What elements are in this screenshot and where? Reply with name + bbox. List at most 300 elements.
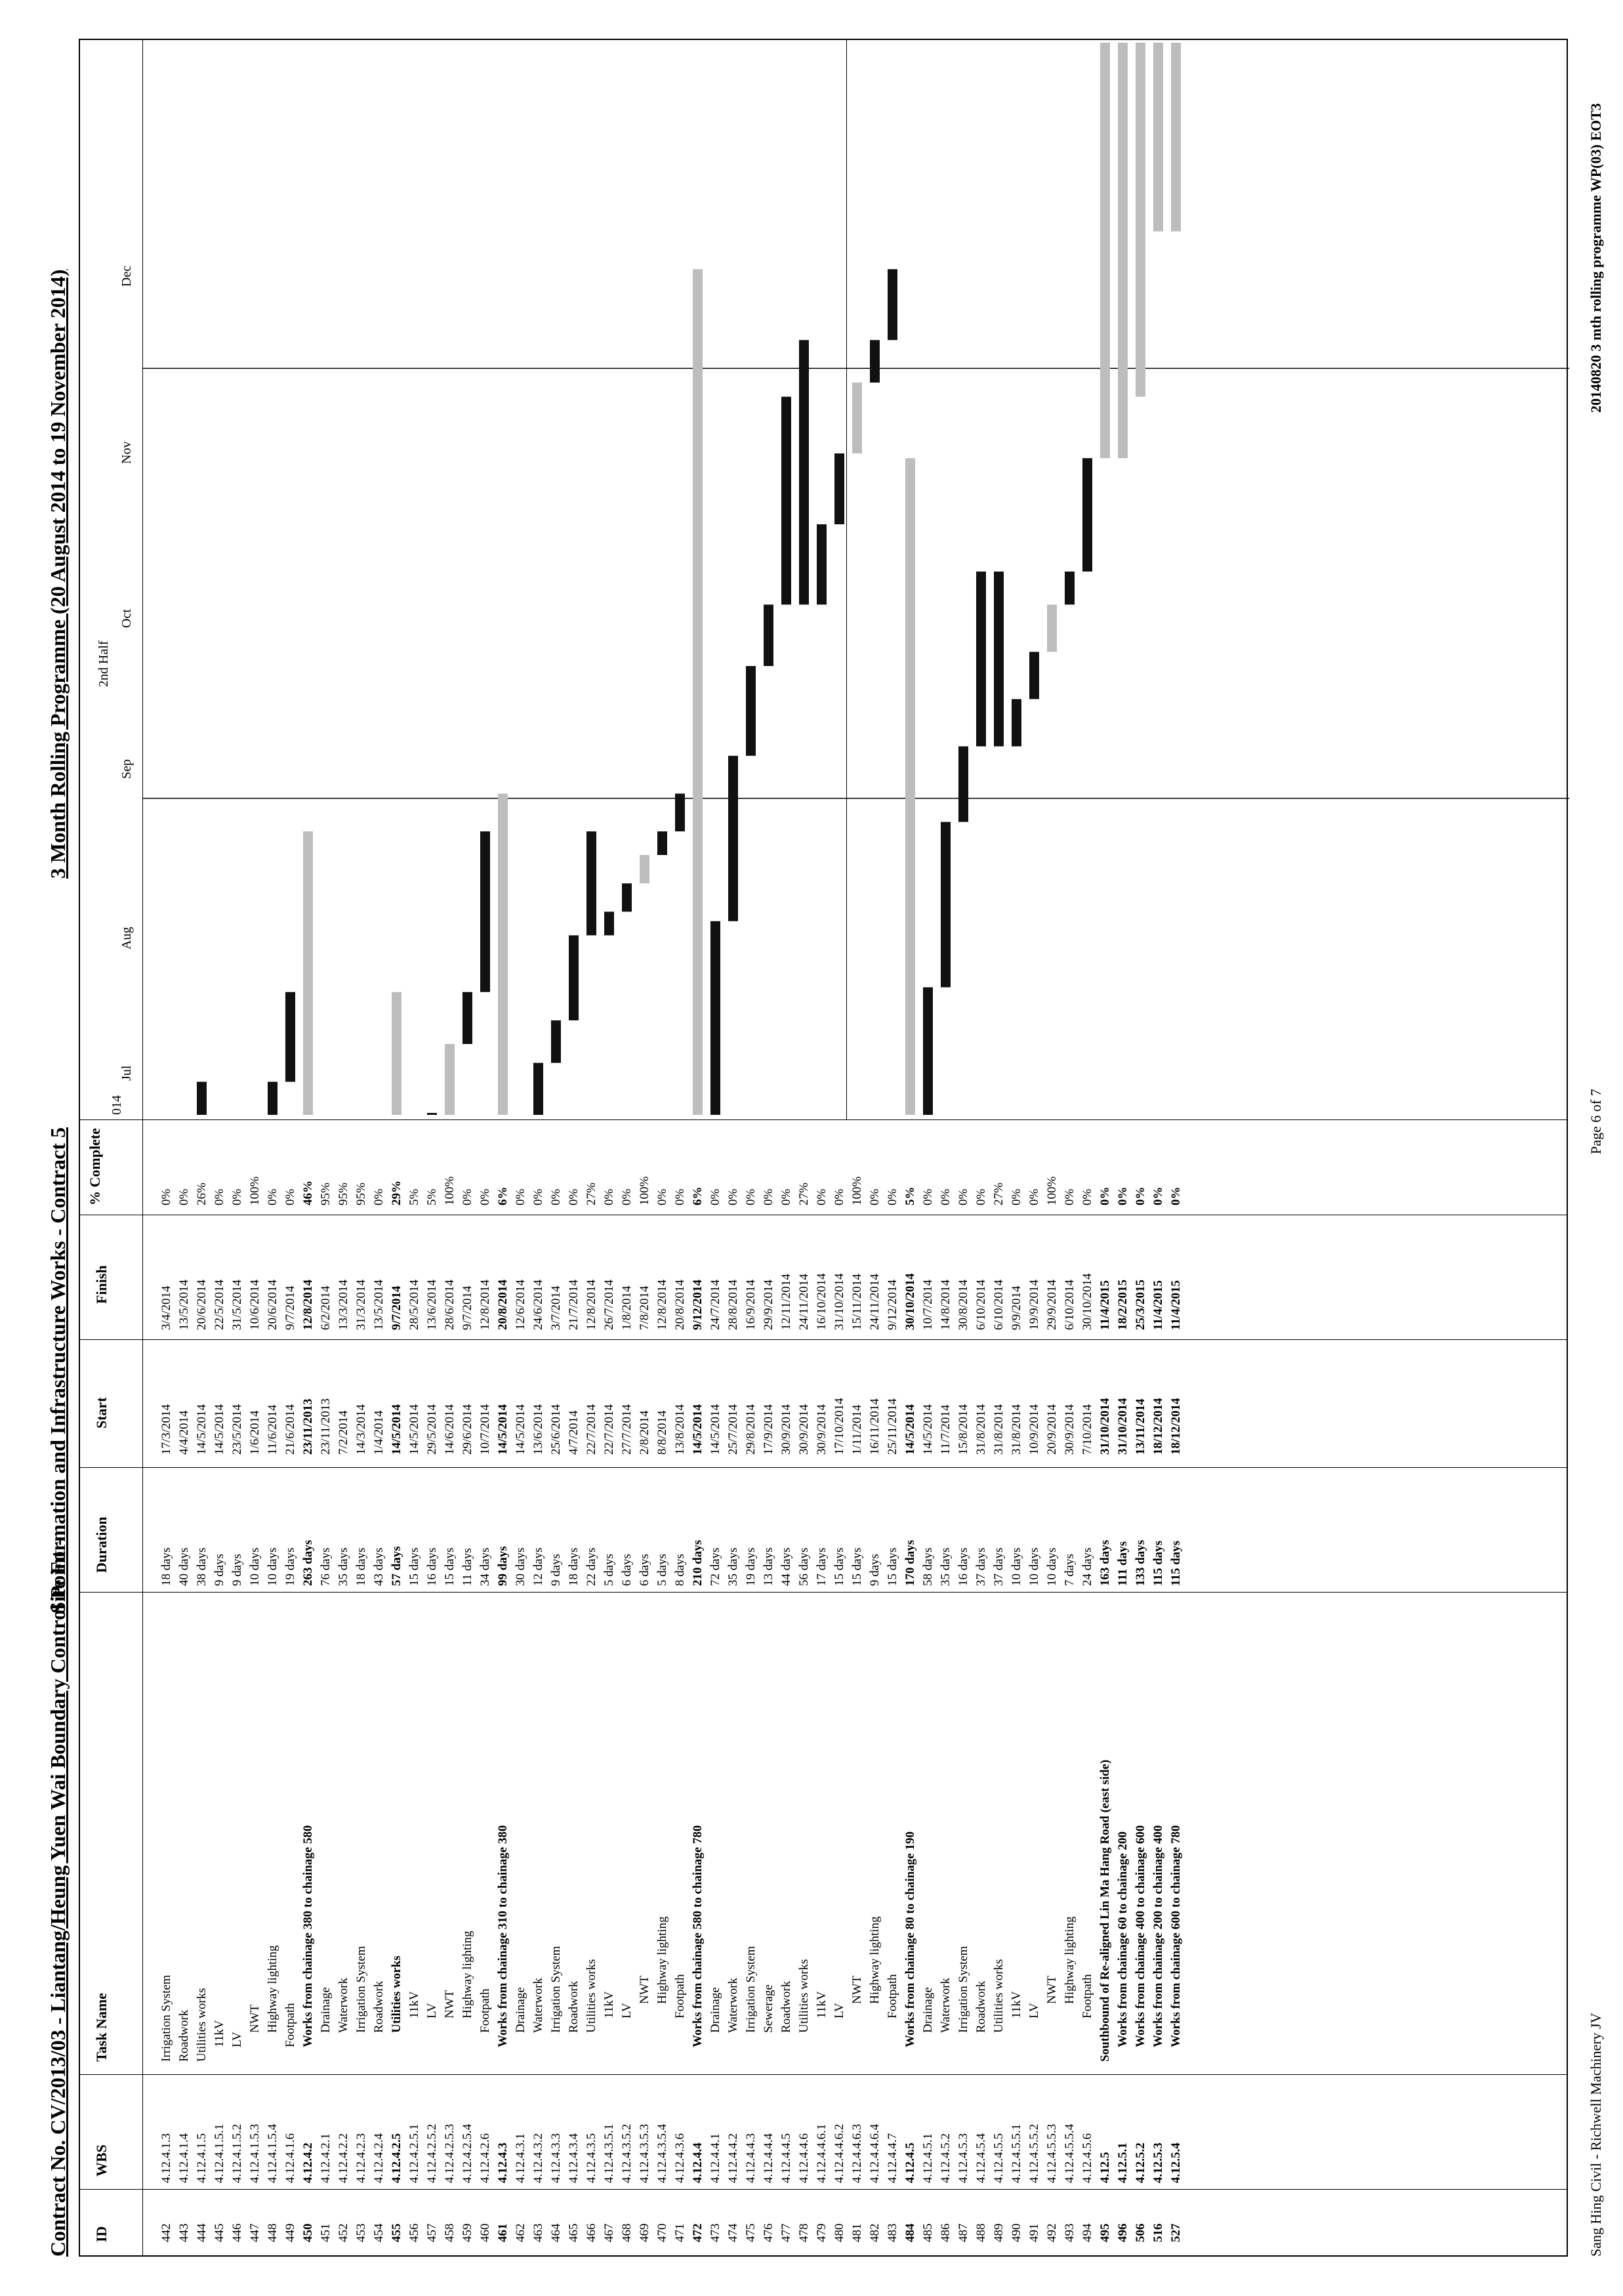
row-id: 449 [283, 2223, 297, 2242]
row-id: 455 [390, 2223, 403, 2242]
col-id: ID [93, 2226, 110, 2242]
row-duration: 35 days [726, 1547, 740, 1586]
row-finish: 12/8/2014 [301, 1279, 315, 1330]
row-duration: 12 days [531, 1547, 545, 1586]
row-duration: 133 days [1134, 1539, 1147, 1586]
row-wbs: 4.12.4.3.5.1 [602, 2123, 616, 2183]
row-wbs: 4.12.4.2.5.4 [461, 2123, 474, 2183]
table-frame [79, 39, 1568, 2257]
row-complete: 5% [903, 1186, 917, 1205]
row-start: 14/5/2014 [921, 1404, 935, 1455]
row-start: 11/7/2014 [939, 1404, 953, 1455]
row-duration: 210 days [691, 1539, 705, 1586]
row-finish: 14/8/2014 [939, 1279, 953, 1330]
row-wbs: 4.12.4.1.5.1 [213, 2123, 226, 2183]
row-task-name: Highway lighting [1063, 1916, 1077, 2004]
row-start: 21/6/2014 [283, 1404, 297, 1455]
row-id: 488 [974, 2223, 988, 2242]
row-wbs: 4.12.5.4 [1169, 2142, 1183, 2183]
row-complete: 0% [886, 1188, 899, 1205]
row-complete: 100% [638, 1176, 651, 1205]
row-start: 31/8/2014 [974, 1404, 988, 1455]
row-task-name: Footpath [478, 1988, 492, 2033]
gantt-bar [1012, 699, 1021, 746]
row-start: 14/5/2014 [691, 1404, 705, 1455]
gantt-bar [1171, 43, 1181, 232]
row-wbs: 4.12.4.4.6.4 [868, 2123, 882, 2183]
row-id: 495 [1098, 2223, 1112, 2242]
row-duration: 10 days [1010, 1547, 1023, 1586]
row-duration: 13 days [762, 1547, 775, 1586]
row-complete: 26% [195, 1182, 209, 1205]
row-task-name: Utilities works [797, 1959, 811, 2033]
row-id: 446 [230, 2223, 244, 2242]
row-wbs: 4.12.4.2.6 [478, 2133, 492, 2183]
row-task-name: Utilities works [992, 1959, 1006, 2033]
row-duration: 10 days [1045, 1547, 1059, 1586]
row-complete: 100% [1045, 1176, 1059, 1205]
row-duration: 6 days [620, 1553, 634, 1586]
row-duration: 35 days [939, 1547, 953, 1586]
row-complete: 5% [425, 1188, 439, 1205]
row-start: 14/6/2014 [443, 1404, 457, 1455]
row-complete: 0% [177, 1188, 191, 1205]
row-complete: 46% [301, 1180, 315, 1205]
row-complete: 0% [159, 1188, 173, 1205]
row-duration: 58 days [921, 1547, 935, 1586]
row-start: 31/8/2014 [992, 1404, 1006, 1455]
row-finish: 13/6/2014 [425, 1279, 439, 1330]
row-finish: 1/8/2014 [620, 1285, 634, 1330]
row-start: 14/3/2014 [354, 1404, 368, 1455]
gantt-bar [392, 992, 401, 1115]
row-finish: 11/4/2015 [1098, 1280, 1112, 1330]
row-start: 10/9/2014 [1027, 1404, 1041, 1455]
row-finish: 26/7/2014 [602, 1279, 616, 1330]
row-wbs: 4.12.5 [1098, 2152, 1112, 2183]
row-duration: 44 days [779, 1547, 793, 1586]
row-wbs: 4.12.4.3.5 [585, 2133, 598, 2183]
gantt-bar [710, 921, 720, 1115]
row-start: 31/8/2014 [1010, 1404, 1023, 1455]
row-start: 25/11/2014 [886, 1398, 899, 1455]
row-complete: 100% [850, 1176, 864, 1205]
row-task-name: Roadwork [974, 1980, 988, 2033]
row-wbs: 4.12.4.5.6 [1080, 2133, 1094, 2183]
row-finish: 6/10/2014 [992, 1279, 1006, 1330]
row-wbs: 4.12.4.4.2 [726, 2133, 740, 2183]
row-id: 494 [1080, 2223, 1094, 2242]
timescale-month: Oct [119, 609, 134, 628]
row-finish: 25/3/2015 [1134, 1279, 1147, 1330]
row-task-name: Drainage [514, 1987, 527, 2033]
row-complete: 100% [248, 1176, 262, 1205]
row-id: 471 [673, 2223, 687, 2242]
row-task-name: LV [832, 2003, 846, 2018]
timescale-half: 2nd Half [96, 640, 111, 687]
row-id: 492 [1045, 2223, 1059, 2242]
row-task-name: Southbound of Re-aligned Lin Ma Hang Road (east side) [1098, 1759, 1112, 2062]
row-id: 496 [1116, 2223, 1130, 2242]
row-task-name: LV [620, 2003, 634, 2018]
row-complete: 0% [478, 1188, 492, 1205]
footer-file: 20140820 3 mth rolling programme WP(03) EOT3 [1588, 103, 1604, 413]
gantt-bar [1100, 43, 1110, 458]
row-duration: 35 days [337, 1547, 350, 1586]
row-complete: 0% [461, 1188, 474, 1205]
row-complete: 0% [939, 1188, 953, 1205]
row-task-name: Roadwork [177, 2009, 191, 2062]
row-task-name: Works from chainage 310 to chainage 380 [496, 1825, 510, 2047]
row-finish: 9/12/2014 [886, 1279, 899, 1330]
row-start: 30/9/2014 [815, 1404, 829, 1455]
row-task-name: Highway lighting [655, 1916, 669, 2004]
row-id: 451 [319, 2223, 333, 2242]
row-wbs: 4.12.4.4.3 [744, 2133, 758, 2183]
gantt-bar [569, 935, 579, 1020]
row-wbs: 4.12.4.3.5.3 [638, 2123, 651, 2183]
row-task-name: Roadwork [779, 1980, 793, 2033]
col-start: Start [93, 1397, 110, 1429]
gantt-bar [657, 831, 667, 855]
row-task-name: LV [1027, 2003, 1041, 2018]
row-id: 474 [726, 2223, 740, 2242]
row-finish: 12/8/2014 [585, 1279, 598, 1330]
gantt-bar [1118, 43, 1128, 458]
row-finish: 3/4/2014 [159, 1285, 173, 1330]
row-id: 477 [779, 2223, 793, 2242]
gantt-bar [675, 793, 685, 831]
row-finish: 12/8/2014 [655, 1279, 669, 1330]
gantt-bar [268, 1082, 277, 1115]
row-task-name: Highway lighting [868, 1916, 882, 2004]
col-complete: % Complete [87, 1128, 103, 1205]
row-wbs: 4.12.5.1 [1116, 2142, 1130, 2183]
row-id: 472 [691, 2223, 705, 2242]
row-finish: 3/7/2014 [549, 1285, 563, 1330]
row-start: 17/3/2014 [159, 1404, 173, 1455]
row-start: 23/5/2014 [230, 1404, 244, 1455]
row-task-name: Works from chainage 380 to chainage 580 [301, 1825, 315, 2047]
row-wbs: 4.12.4.4.5 [779, 2133, 793, 2183]
row-wbs: 4.12.4.5 [903, 2142, 917, 2183]
row-wbs: 4.12.4.1.4 [177, 2133, 191, 2183]
row-duration: 8 days [673, 1553, 687, 1586]
row-id: 490 [1010, 2223, 1023, 2242]
row-complete: 0% [549, 1188, 563, 1205]
row-duration: 10 days [266, 1547, 279, 1586]
row-task-name: NWT [1045, 1975, 1059, 2004]
row-duration: 18 days [354, 1547, 368, 1586]
gantt-bar [1065, 572, 1075, 604]
row-complete: 95% [354, 1182, 368, 1205]
row-id: 489 [992, 2223, 1006, 2242]
row-complete: 0% [230, 1188, 244, 1205]
row-wbs: 4.12.4.3.6 [673, 2133, 687, 2183]
row-start: 22/7/2014 [602, 1404, 616, 1455]
row-id: 467 [602, 2223, 616, 2242]
row-complete: 0% [1151, 1186, 1165, 1205]
row-wbs: 4.12.4.4.6 [797, 2133, 811, 2183]
gantt-bar [197, 1082, 207, 1115]
row-wbs: 4.12.4.1.3 [159, 2133, 173, 2183]
row-task-name: Utilities works [585, 1959, 598, 2033]
row-finish: 13/5/2014 [177, 1279, 191, 1330]
row-task-name: Drainage [709, 1987, 722, 2033]
row-complete: 0% [531, 1188, 545, 1205]
row-finish: 9/7/2014 [461, 1285, 474, 1330]
row-duration: 56 days [797, 1547, 811, 1586]
row-wbs: 4.12.4.4 [691, 2142, 705, 2183]
row-complete: 100% [443, 1176, 457, 1205]
row-complete: 0% [1169, 1186, 1183, 1205]
row-start: 13/8/2014 [673, 1404, 687, 1455]
row-finish: 9/7/2014 [283, 1285, 297, 1330]
row-id: 506 [1134, 2223, 1147, 2242]
row-finish: 13/5/2014 [372, 1279, 386, 1330]
row-complete: 0% [832, 1188, 846, 1205]
row-complete: 29% [390, 1180, 403, 1205]
gantt-bar [427, 1113, 437, 1115]
row-duration: 115 days [1151, 1540, 1165, 1586]
row-complete: 0% [868, 1188, 882, 1205]
row-finish: 6/10/2014 [1063, 1279, 1077, 1330]
gantt-bar [888, 269, 897, 340]
row-wbs: 4.12.4.2.5.2 [425, 2123, 439, 2183]
row-duration: 99 days [496, 1546, 510, 1586]
row-start: 29/6/2014 [461, 1404, 474, 1455]
row-id: 462 [514, 2223, 527, 2242]
gantt-bar [834, 453, 844, 524]
row-id: 458 [443, 2223, 457, 2242]
row-duration: 163 days [1098, 1539, 1112, 1586]
gantt-bar [1047, 604, 1057, 652]
gantt-bar [941, 822, 951, 988]
row-id: 482 [868, 2223, 882, 2242]
row-duration: 5 days [602, 1553, 616, 1586]
row-complete: 6% [496, 1186, 510, 1205]
row-duration: 34 days [478, 1547, 492, 1586]
row-wbs: 4.12.4.2.2 [337, 2133, 350, 2183]
row-wbs: 4.12.4.5.4 [974, 2133, 988, 2183]
row-start: 25/7/2014 [726, 1404, 740, 1455]
row-wbs: 4.12.4.3.5.2 [620, 2123, 634, 2183]
row-start: 1/6/2014 [248, 1410, 262, 1455]
gantt-bar [746, 666, 756, 756]
timescale-month: Aug [119, 927, 134, 950]
row-start: 31/10/2014 [1116, 1398, 1130, 1455]
row-wbs: 4.12.4.1.5 [195, 2133, 209, 2183]
row-start: 14/5/2014 [195, 1404, 209, 1455]
gantt-bar [852, 383, 862, 453]
row-task-name: Footpath [886, 1974, 899, 2018]
row-wbs: 4.12.4.2.4 [372, 2133, 386, 2183]
row-finish: 28/5/2014 [407, 1279, 421, 1330]
row-duration: 57 days [390, 1546, 403, 1586]
row-finish: 15/11/2014 [850, 1274, 864, 1330]
row-duration: 19 days [744, 1547, 758, 1586]
row-wbs: 4.12.4.2.5.1 [407, 2123, 421, 2183]
gantt-bar [799, 340, 809, 604]
row-finish: 18/2/2015 [1116, 1279, 1130, 1330]
row-finish: 16/9/2014 [744, 1279, 758, 1330]
row-id: 479 [815, 2223, 829, 2242]
gantt-bar [480, 831, 490, 992]
row-finish: 9/12/2014 [691, 1279, 705, 1330]
gantt-bar [586, 831, 596, 935]
gantt-bar [285, 992, 295, 1082]
row-id: 487 [956, 2223, 970, 2242]
row-complete: 27% [992, 1182, 1006, 1205]
row-wbs: 4.12.4.3.4 [567, 2133, 581, 2183]
row-complete: 0% [1116, 1186, 1130, 1205]
row-start: 7/10/2014 [1080, 1404, 1094, 1455]
row-finish: 6/10/2014 [974, 1279, 988, 1330]
timescale-month: Dec [119, 265, 134, 287]
row-duration: 43 days [372, 1547, 386, 1586]
row-finish: 9/7/2014 [390, 1285, 403, 1330]
row-task-name: 11kV [815, 1991, 829, 2018]
row-duration: 38 days [195, 1547, 209, 1586]
row-id: 463 [531, 2223, 545, 2242]
row-duration: 9 days [549, 1553, 563, 1586]
row-duration: 76 days [319, 1547, 333, 1586]
row-start: 22/7/2014 [585, 1404, 598, 1455]
row-duration: 72 days [709, 1547, 722, 1586]
gantt-bar [994, 572, 1004, 746]
row-finish: 24/7/2014 [709, 1279, 722, 1330]
row-duration: 16 days [425, 1547, 439, 1586]
row-task-name: Works from chainage 400 to chainage 600 [1134, 1825, 1147, 2047]
row-start: 30/9/2014 [797, 1404, 811, 1455]
row-task-name: Utilities works [195, 1988, 209, 2062]
row-wbs: 4.12.4.3.1 [514, 2133, 527, 2183]
col-finish: Finish [93, 1265, 110, 1304]
row-start: 29/5/2014 [425, 1404, 439, 1455]
gantt-bar [498, 793, 508, 1115]
row-duration: 16 days [956, 1547, 970, 1586]
row-finish: 10/6/2014 [248, 1279, 262, 1330]
row-finish: 30/10/2014 [1080, 1273, 1094, 1330]
row-duration: 18 days [159, 1547, 173, 1586]
row-finish: 20/8/2014 [673, 1279, 687, 1330]
gantt-bar [923, 988, 933, 1115]
row-id: 527 [1169, 2223, 1183, 2242]
row-id: 465 [567, 2223, 581, 2242]
row-duration: 10 days [1027, 1547, 1041, 1586]
header-title: Site Formation and Infrastructure Works - Contract 5 [46, 1127, 70, 1614]
gantt-bar [1082, 458, 1092, 572]
row-start: 14/5/2014 [514, 1404, 527, 1455]
row-task-name: Waterwork [939, 1978, 953, 2033]
row-start: 18/12/2014 [1169, 1398, 1183, 1455]
row-finish: 21/7/2014 [567, 1279, 581, 1330]
row-finish: 24/6/2014 [531, 1279, 545, 1330]
row-task-name: NWT [638, 1975, 651, 2004]
row-start: 7/2/2014 [337, 1410, 350, 1455]
gantt-bar [693, 269, 703, 1115]
row-finish: 24/11/2014 [797, 1274, 811, 1330]
row-wbs: 4.12.4.4.7 [886, 2133, 899, 2183]
row-complete: 0% [213, 1188, 226, 1205]
row-complete: 0% [974, 1188, 988, 1205]
row-id: 459 [461, 2223, 474, 2242]
row-finish: 30/8/2014 [956, 1279, 970, 1330]
row-complete: 0% [709, 1188, 722, 1205]
row-id: 481 [850, 2223, 864, 2242]
row-duration: 15 days [850, 1547, 864, 1586]
row-wbs: 4.12.4.5.1 [921, 2133, 935, 2183]
row-task-name: Works from chainage 600 to chainage 780 [1169, 1825, 1183, 2047]
row-start: 27/7/2014 [620, 1404, 634, 1455]
row-complete: 0% [602, 1188, 616, 1205]
row-wbs: 4.12.4.5.3 [956, 2133, 970, 2183]
row-wbs: 4.12.5.2 [1134, 2142, 1147, 2183]
row-finish: 10/7/2014 [921, 1279, 935, 1330]
row-finish: 11/4/2015 [1151, 1280, 1165, 1330]
row-complete: 0% [1134, 1186, 1147, 1205]
row-id: 478 [797, 2223, 811, 2242]
row-duration: 37 days [974, 1547, 988, 1586]
gantt-bar [445, 1044, 455, 1115]
row-task-name: 11kV [602, 1991, 616, 2018]
row-finish: 31/3/2014 [354, 1279, 368, 1330]
row-complete: 0% [283, 1188, 297, 1205]
row-start: 17/9/2014 [762, 1404, 775, 1455]
gantt-bar [1153, 43, 1163, 232]
row-wbs: 4.12.4.5.5.4 [1063, 2123, 1077, 2183]
timescale-month: Jul [119, 1065, 134, 1081]
row-id: 476 [762, 2223, 775, 2242]
timescale-year: 014 [110, 1095, 124, 1115]
row-complete: 5% [407, 1188, 421, 1205]
row-task-name: Roadwork [567, 1980, 581, 2033]
row-duration: 15 days [407, 1547, 421, 1586]
row-wbs: 4.12.4.1.5.4 [266, 2123, 279, 2183]
row-start: 11/6/2014 [266, 1404, 279, 1455]
row-task-name: 11kV [1010, 1991, 1023, 2018]
row-wbs: 4.12.4.4.6.2 [832, 2123, 846, 2183]
row-start: 1/4/2014 [372, 1410, 386, 1455]
row-finish: 20/6/2014 [195, 1279, 209, 1330]
gantt-bar [551, 1020, 561, 1063]
row-id: 484 [903, 2223, 917, 2242]
row-finish: 13/3/2014 [337, 1279, 350, 1330]
row-finish: 28/6/2014 [443, 1279, 457, 1330]
gantt-bar [958, 746, 968, 822]
row-wbs: 4.12.4.4.6.1 [815, 2123, 829, 2183]
gantt-chart [80, 37, 1569, 2255]
row-complete: 0% [1010, 1188, 1023, 1205]
row-task-name: Drainage [921, 1987, 935, 2033]
row-id: 447 [248, 2223, 262, 2242]
row-task-name: Waterwork [726, 1978, 740, 2033]
row-id: 491 [1027, 2223, 1041, 2242]
row-complete: 0% [1063, 1188, 1077, 1205]
gantt-bar [462, 992, 472, 1044]
row-id: 470 [655, 2223, 669, 2242]
row-wbs: 4.12.4.2.1 [319, 2133, 333, 2183]
row-duration: 15 days [832, 1547, 846, 1586]
row-start: 1/11/2014 [850, 1404, 864, 1455]
row-start: 14/5/2014 [407, 1404, 421, 1455]
gantt-bar [764, 604, 773, 666]
footer-page: Page 6 of 7 [1588, 1089, 1604, 1154]
row-id: 453 [354, 2223, 368, 2242]
row-task-name: Works from chainage 80 to chainage 190 [903, 1831, 917, 2047]
gantt-bar [781, 397, 791, 605]
row-start: 10/7/2014 [478, 1404, 492, 1455]
